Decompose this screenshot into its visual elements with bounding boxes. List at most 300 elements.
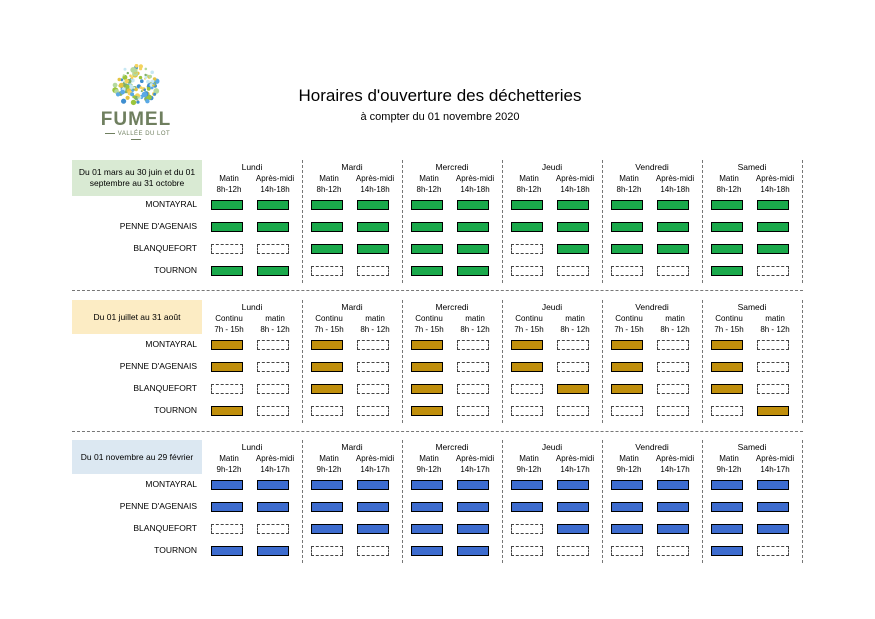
column-title: Après-midi [655,454,695,463]
site-name: PENNE D'AGENAIS [119,221,197,231]
day-separator [802,440,803,563]
open-slot [611,502,643,512]
column-header [450,453,500,475]
column-header [250,173,300,195]
closed-slot [257,384,289,394]
period-divider [72,290,803,291]
open-slot [457,266,489,276]
day-name: Jeudi [541,162,563,172]
closed-slot [257,244,289,254]
open-slot [557,244,589,254]
open-slot [257,222,289,232]
day-name: Mardi [341,442,363,452]
open-slot [257,266,289,276]
open-slot [611,244,643,254]
column-header [304,313,354,335]
column-header [504,173,554,195]
column-hours: 14h-17h [460,465,490,474]
day-name: Mercredi [435,442,469,452]
column-header [604,453,654,475]
open-slot [711,244,743,254]
open-slot [511,222,543,232]
open-slot [257,546,289,556]
open-slot [411,502,443,512]
column-title: Matin [419,454,439,463]
open-slot [657,524,689,534]
day-name: Mardi [341,162,363,172]
column-title: Continu [415,314,443,323]
day-separator [302,440,303,563]
site-name: MONTAYRAL [145,339,197,349]
closed-slot [757,384,789,394]
column-header [650,453,700,475]
column-header [604,313,654,335]
closed-slot [211,244,243,254]
open-slot [311,480,343,490]
closed-slot [557,266,589,276]
closed-slot [557,406,589,416]
fumel-logo [96,64,176,159]
closed-slot [357,384,389,394]
closed-slot [511,266,543,276]
closed-slot [311,406,343,416]
column-hours: 8h - 12h [360,325,390,334]
open-slot [557,480,589,490]
column-header [350,173,400,195]
open-slot [311,200,343,210]
open-slot [411,244,443,254]
open-slot [457,244,489,254]
column-hours: 14h-17h [660,465,690,474]
open-slot [757,502,789,512]
day-name: Samedi [737,302,767,312]
closed-slot [611,266,643,276]
column-header [404,453,454,475]
day-name: Lundi [241,162,263,172]
column-title: Matin [519,454,539,463]
closed-slot [357,362,389,372]
column-title: Après-midi [655,174,695,183]
closed-slot [611,406,643,416]
column-hours: 14h-18h [660,185,690,194]
closed-slot [457,340,489,350]
closed-slot [657,266,689,276]
column-hours: 14h-17h [260,465,290,474]
column-title: Matin [219,174,239,183]
closed-slot [657,384,689,394]
column-header [350,453,400,475]
site-name: TOURNON [154,545,197,555]
closed-slot [511,244,543,254]
open-slot [511,362,543,372]
open-slot [611,524,643,534]
open-slot [311,222,343,232]
column-hours: 7h - 15h [314,325,344,334]
column-hours: 9h-12h [216,465,242,474]
open-slot [457,200,489,210]
column-header [650,173,700,195]
closed-slot [657,362,689,372]
open-slot [211,480,243,490]
open-slot [757,200,789,210]
column-hours: 8h-12h [316,185,342,194]
column-header [250,453,300,475]
open-slot [357,480,389,490]
column-hours: 8h-12h [516,185,542,194]
column-header [204,313,254,335]
column-hours: 9h-12h [316,465,342,474]
site-name: PENNE D'AGENAIS [119,501,197,511]
column-title: Matin [419,174,439,183]
column-title: Après-midi [455,174,495,183]
closed-slot [211,524,243,534]
open-slot [657,200,689,210]
open-slot [711,362,743,372]
site-name: PENNE D'AGENAIS [119,361,197,371]
column-header [504,313,554,335]
open-slot [457,502,489,512]
open-slot [357,200,389,210]
open-slot [311,362,343,372]
open-slot [657,244,689,254]
open-slot [411,340,443,350]
column-title: Matin [219,454,239,463]
period-divider [72,431,803,432]
open-slot [211,222,243,232]
closed-slot [357,546,389,556]
open-slot [757,524,789,534]
closed-slot [357,266,389,276]
day-separator [802,160,803,283]
open-slot [557,222,589,232]
open-slot [657,502,689,512]
day-name: Vendredi [635,302,669,312]
column-header [350,313,400,335]
closed-slot [711,406,743,416]
day-name: Vendredi [635,442,669,452]
column-title: Après-midi [255,174,295,183]
column-hours: 14h-18h [560,185,590,194]
site-name: TOURNON [154,265,197,275]
closed-slot [257,340,289,350]
day-separator [302,160,303,283]
column-title: Matin [519,174,539,183]
open-slot [357,222,389,232]
site-name: MONTAYRAL [145,479,197,489]
open-slot [211,362,243,372]
day-separator [302,300,303,423]
column-hours: 9h-12h [416,465,442,474]
open-slot [211,266,243,276]
open-slot [711,524,743,534]
closed-slot [511,524,543,534]
closed-slot [757,266,789,276]
open-slot [411,362,443,372]
open-slot [211,340,243,350]
column-hours: 8h - 12h [760,325,790,334]
open-slot [757,222,789,232]
column-title: matin [765,314,785,323]
open-slot [711,384,743,394]
day-name: Samedi [737,442,767,452]
open-slot [511,502,543,512]
logo-name: FUMEL [100,109,172,130]
closed-slot [511,406,543,416]
column-header [250,313,300,335]
column-header [504,453,554,475]
day-separator [402,440,403,563]
column-header [304,173,354,195]
column-title: Après-midi [355,174,395,183]
column-title: Après-midi [355,454,395,463]
day-separator [402,160,403,283]
open-slot [211,546,243,556]
closed-slot [511,384,543,394]
column-hours: 9h-12h [516,465,542,474]
column-hours: 8h - 12h [260,325,290,334]
column-title: Matin [719,174,739,183]
open-slot [657,222,689,232]
closed-slot [657,406,689,416]
column-hours: 14h-18h [360,185,390,194]
open-slot [757,406,789,416]
site-name: BLANQUEFORT [133,383,197,393]
open-slot [611,200,643,210]
open-slot [711,502,743,512]
day-separator [702,160,703,283]
column-title: Continu [715,314,743,323]
open-slot [611,480,643,490]
open-slot [257,502,289,512]
column-header [404,173,454,195]
open-slot [411,266,443,276]
day-separator [402,300,403,423]
open-slot [457,546,489,556]
day-separator [702,300,703,423]
closed-slot [457,406,489,416]
column-header [704,313,754,335]
closed-slot [757,546,789,556]
day-separator [802,300,803,423]
column-hours: 8h-12h [716,185,742,194]
open-slot [357,524,389,534]
period-label: Du 01 juillet au 31 août [72,300,202,334]
closed-slot [657,340,689,350]
open-slot [557,384,589,394]
closed-slot [457,384,489,394]
day-name: Jeudi [541,302,563,312]
closed-slot [557,340,589,350]
column-hours: 14h-17h [360,465,390,474]
open-slot [311,502,343,512]
closed-slot [357,340,389,350]
column-title: Continu [615,314,643,323]
open-slot [311,384,343,394]
site-name: BLANQUEFORT [133,243,197,253]
column-header [604,173,654,195]
column-header [550,313,600,335]
day-separator [702,440,703,563]
open-slot [411,222,443,232]
open-slot [757,480,789,490]
open-slot [411,480,443,490]
closed-slot [211,384,243,394]
open-slot [711,222,743,232]
site-name: TOURNON [154,405,197,415]
column-header [704,453,754,475]
column-header [450,313,500,335]
open-slot [711,200,743,210]
open-slot [411,406,443,416]
closed-slot [757,362,789,372]
column-header [204,453,254,475]
period-label: Du 01 novembre au 29 février [72,440,202,474]
column-title: Matin [619,174,639,183]
open-slot [311,524,343,534]
page-subtitle: à compter du 01 novembre 2020 [360,111,520,123]
open-slot [411,200,443,210]
open-slot [457,222,489,232]
closed-slot [557,362,589,372]
day-separator [602,300,603,423]
day-separator [602,440,603,563]
open-slot [357,244,389,254]
closed-slot [257,524,289,534]
day-name: Mardi [341,302,363,312]
column-hours: 7h - 15h [414,325,444,334]
open-slot [211,200,243,210]
open-slot [411,384,443,394]
closed-slot [757,340,789,350]
day-name: Mercredi [435,302,469,312]
column-header [204,173,254,195]
column-header [404,313,454,335]
open-slot [211,502,243,512]
open-slot [611,222,643,232]
column-title: matin [465,314,485,323]
period-label: Du 01 mars au 30 juin et du 01 septembre au 31 octobre [72,160,202,196]
day-separator [502,160,503,283]
column-hours: 8h-12h [216,185,242,194]
column-title: Matin [319,454,339,463]
day-name: Vendredi [635,162,669,172]
open-slot [511,340,543,350]
open-slot [557,502,589,512]
open-slot [457,480,489,490]
column-hours: 8h-12h [416,185,442,194]
open-slot [311,340,343,350]
closed-slot [657,546,689,556]
column-header [704,173,754,195]
site-name: BLANQUEFORT [133,523,197,533]
column-title: Après-midi [755,174,795,183]
column-title: Continu [515,314,543,323]
open-slot [211,406,243,416]
day-name: Lundi [241,302,263,312]
open-slot [557,200,589,210]
column-title: matin [665,314,685,323]
column-header [750,173,800,195]
column-hours: 7h - 15h [714,325,744,334]
open-slot [257,200,289,210]
closed-slot [257,406,289,416]
open-slot [511,480,543,490]
day-name: Lundi [241,442,263,452]
column-title: Continu [215,314,243,323]
column-header [750,453,800,475]
day-name: Mercredi [435,162,469,172]
closed-slot [611,546,643,556]
column-title: Après-midi [455,454,495,463]
column-title: Après-midi [555,454,595,463]
column-hours: 14h-17h [560,465,590,474]
closed-slot [511,546,543,556]
column-hours: 8h - 12h [660,325,690,334]
open-slot [757,244,789,254]
column-header [550,453,600,475]
column-hours: 7h - 15h [614,325,644,334]
open-slot [611,384,643,394]
closed-slot [457,362,489,372]
closed-slot [557,546,589,556]
open-slot [357,502,389,512]
column-title: Après-midi [755,454,795,463]
column-title: Après-midi [255,454,295,463]
logo-subtitle: VALLÉE DU LOT [96,131,176,143]
column-header [304,453,354,475]
column-title: Après-midi [555,174,595,183]
column-hours: 7h - 15h [214,325,244,334]
column-hours: 14h-17h [760,465,790,474]
day-separator [502,300,503,423]
page-title: Horaires d'ouverture des déchetteries [298,86,582,105]
open-slot [657,480,689,490]
open-slot [611,362,643,372]
closed-slot [311,546,343,556]
site-name: MONTAYRAL [145,199,197,209]
column-title: Matin [319,174,339,183]
closed-slot [311,266,343,276]
column-title: Matin [719,454,739,463]
column-hours: 9h-12h [716,465,742,474]
column-title: matin [265,314,285,323]
tree-icon [102,64,170,108]
day-name: Jeudi [541,442,563,452]
column-header [550,173,600,195]
open-slot [311,244,343,254]
column-header [750,313,800,335]
column-title: matin [565,314,585,323]
column-hours: 8h - 12h [460,325,490,334]
day-separator [502,440,503,563]
column-hours: 9h-12h [616,465,642,474]
column-hours: 14h-18h [260,185,290,194]
column-title: Continu [315,314,343,323]
column-header [650,313,700,335]
open-slot [557,524,589,534]
closed-slot [357,406,389,416]
column-hours: 8h - 12h [560,325,590,334]
open-slot [457,524,489,534]
column-title: Matin [619,454,639,463]
open-slot [411,524,443,534]
column-hours: 8h-12h [616,185,642,194]
day-name: Samedi [737,162,767,172]
day-separator [602,160,603,283]
open-slot [711,266,743,276]
open-slot [711,340,743,350]
open-slot [511,200,543,210]
